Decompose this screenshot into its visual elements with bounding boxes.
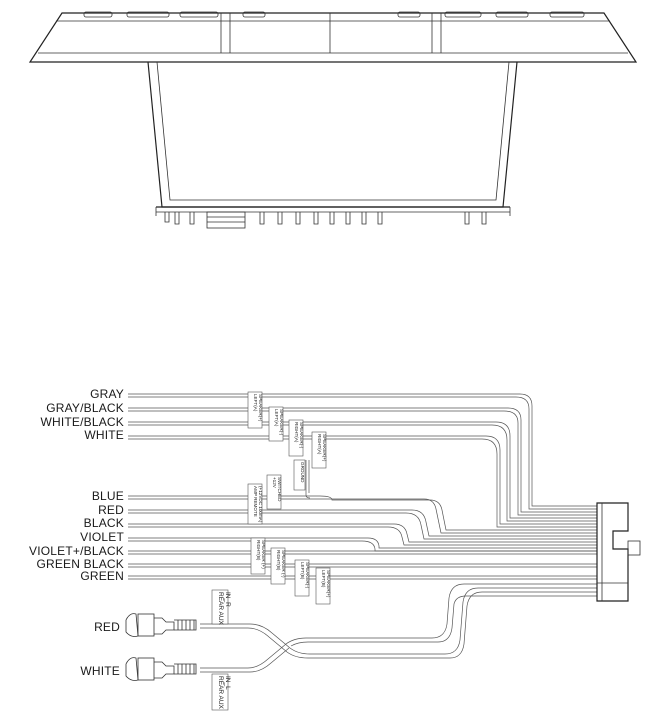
svg-text:LEFT(A): LEFT(A) — [274, 409, 279, 427]
svg-text:SPEAKER(+): SPEAKER(+) — [258, 394, 263, 422]
tag-left-b-minus — [295, 560, 310, 596]
label-white-black: WHITE/BLACK — [40, 415, 124, 429]
svg-text:IN_L: IN_L — [224, 676, 231, 690]
svg-text:SPEAKER (+): SPEAKER (+) — [261, 540, 266, 569]
chassis — [148, 62, 517, 216]
label-rca-white: WHITE — [80, 664, 120, 678]
faceplate — [30, 12, 636, 62]
wire-group-speakers-b — [128, 551, 597, 579]
tag-ground — [294, 460, 305, 490]
rca-white-connector — [80, 658, 231, 710]
rca-cables — [200, 584, 597, 672]
label-gray: GRAY — [90, 387, 124, 401]
svg-text:LEFT(A): LEFT(A) — [253, 394, 258, 412]
label-green: GREEN — [80, 569, 124, 583]
svg-text:LEFT(B): LEFT(B) — [300, 562, 305, 580]
label-white: WHITE — [84, 428, 124, 442]
svg-text:LEFT(B): LEFT(B) — [321, 570, 326, 588]
tag-switched-12v — [267, 475, 282, 509]
rca-red-connector — [94, 590, 231, 637]
svg-text:RIGHT(B): RIGHT(B) — [276, 550, 281, 571]
svg-text:SPEAKER(+): SPEAKER(+) — [326, 570, 331, 598]
wire-labels — [29, 387, 124, 583]
wire-group-power — [128, 496, 597, 551]
label-gray-black: GRAY/BLACK — [46, 401, 124, 415]
label-violet-black: VIOLET+/BLACK — [29, 544, 124, 558]
function-labels — [248, 392, 331, 604]
tag-right-b-plus — [251, 538, 266, 574]
svg-text:SWITCHED: SWITCHED — [277, 477, 282, 502]
label-violet: VIOLET — [80, 530, 124, 544]
label-rca-red: RED — [94, 620, 120, 634]
tag-left-a-minus — [269, 407, 284, 441]
svg-text:SPEAKER(-): SPEAKER(-) — [305, 562, 310, 589]
svg-text:(+12VDC 100mA): (+12VDC 100mA) — [258, 486, 263, 523]
svg-text:SPEAKER(+): SPEAKER(+) — [322, 434, 327, 462]
harness-connector — [597, 503, 640, 601]
svg-text:RIGHT(A): RIGHT(A) — [317, 434, 322, 455]
svg-text:REAR AUX: REAR AUX — [217, 676, 224, 709]
tag-amp-remote — [248, 484, 263, 524]
svg-text:IN_R: IN_R — [224, 592, 231, 607]
svg-text:RIGHT(B): RIGHT(B) — [256, 540, 261, 561]
tag-right-a-plus — [312, 432, 327, 468]
svg-text:SPEAKER (-): SPEAKER (-) — [281, 550, 286, 578]
svg-text:GROUND: GROUND — [300, 462, 305, 483]
tag-left-b-plus — [316, 568, 331, 604]
wire-group-speakers-a — [128, 394, 597, 527]
tag-rear-aux-l — [212, 674, 231, 710]
svg-text:RIGHT(A): RIGHT(A) — [294, 422, 299, 443]
tag-right-a-minus — [289, 420, 304, 456]
label-red: RED — [98, 503, 124, 517]
label-blue: BLUE — [91, 489, 124, 503]
ground-stub — [306, 460, 310, 498]
label-black: BLACK — [83, 516, 124, 530]
label-green-black: GREEN BLACK — [36, 557, 124, 571]
head-unit — [30, 12, 636, 228]
svg-text:SPEAKER(-): SPEAKER(-) — [299, 422, 304, 449]
tag-right-b-minus — [271, 548, 286, 584]
svg-text:AMP REMOTE: AMP REMOTE — [253, 486, 258, 517]
svg-text:SPEAKER(-): SPEAKER(-) — [279, 409, 284, 436]
svg-text:+12V: +12V — [272, 477, 277, 488]
rear-terminals — [165, 212, 486, 228]
svg-text:REAR AUX: REAR AUX — [217, 592, 224, 625]
tag-left-a-plus — [248, 392, 263, 428]
tag-rear-aux-r — [212, 590, 231, 626]
